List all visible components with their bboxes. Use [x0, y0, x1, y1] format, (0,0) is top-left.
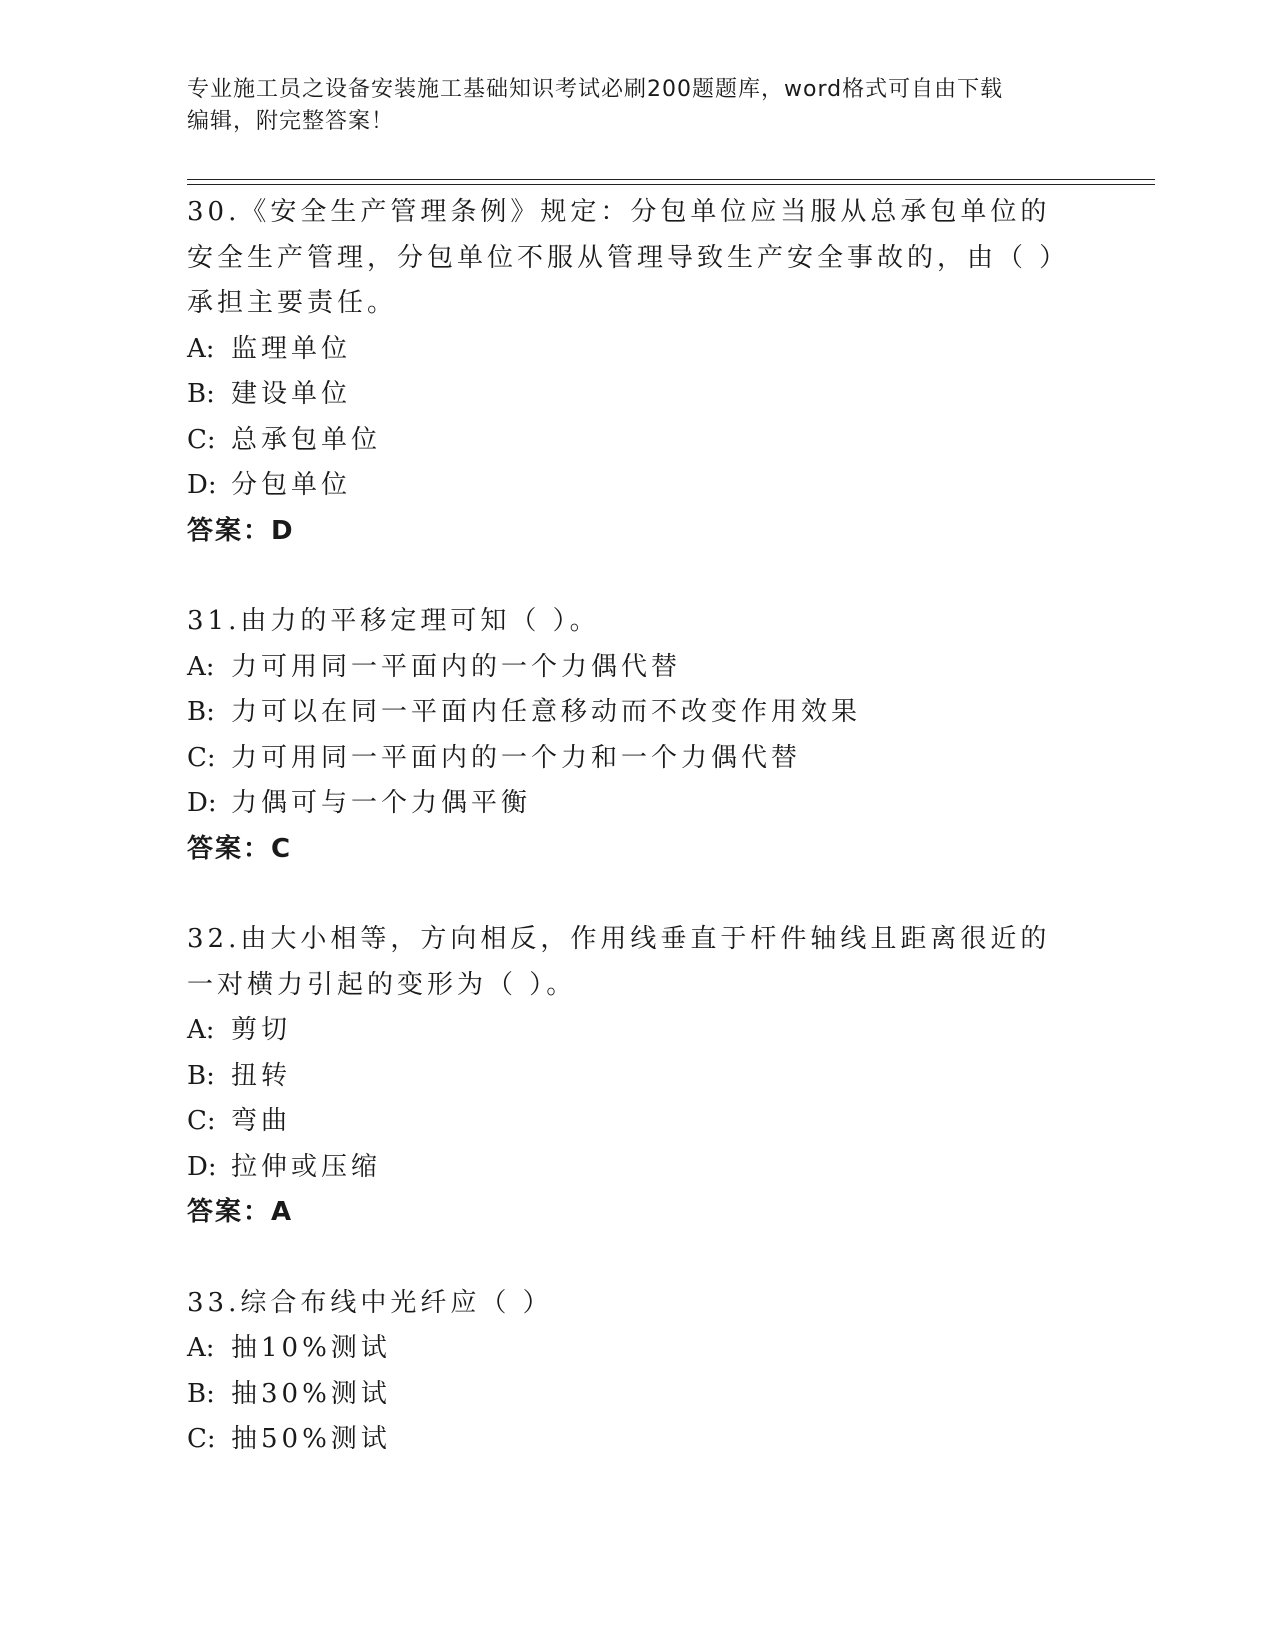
option-text: 剪切 [231, 1015, 292, 1045]
question-stem: 32.由大小相等，方向相反，作用线垂直于杆件轴线且距离很近的一对横力引起的变形为（ ）。 [187, 924, 1051, 1000]
option-b [187, 690, 1087, 736]
option-letter: B: [187, 1378, 215, 1409]
option-letter: A: [187, 333, 215, 364]
option-text: 总承包单位 [231, 424, 382, 455]
option-b [187, 372, 1087, 418]
option-text: 抽10%测试 [231, 1333, 391, 1363]
question-spacer [187, 872, 1087, 917]
option-c [187, 736, 1087, 782]
option-c [187, 418, 1087, 464]
option-text: 拉伸或压缩 [231, 1151, 382, 1182]
option-c [187, 1099, 1087, 1145]
option-b [187, 1054, 1087, 1100]
option-letter: C: [187, 1424, 216, 1454]
option-text: 建设单位 [231, 379, 352, 409]
question-31 [187, 599, 1087, 872]
option-text: 监理单位 [231, 333, 352, 364]
option-text: 抽50%测试 [231, 1424, 391, 1454]
option-c [187, 1417, 1087, 1463]
option-a [187, 327, 1087, 373]
header-line-1: 专业施工员之设备安装施工基础知识考试必刷200题题库，word格式可自由下载 [187, 77, 1004, 102]
option-letter: A: [187, 1333, 215, 1363]
option-text: 扭转 [231, 1060, 292, 1091]
option-letter: A: [187, 1015, 215, 1045]
option-text: 分包单位 [231, 470, 352, 500]
option-a [187, 645, 1087, 691]
option-text: 弯曲 [231, 1106, 292, 1136]
header-line-2: 编辑，附完整答案！ [187, 109, 395, 134]
option-letter: B: [187, 697, 215, 727]
option-b [187, 1372, 1087, 1418]
option-a [187, 1326, 1087, 1372]
option-letter: D: [187, 788, 217, 818]
question-33 [187, 1281, 1087, 1463]
question-stem: 33.综合布线中光纤应（ ） [187, 1287, 553, 1318]
document-header [187, 74, 1067, 138]
answer-line: 答案：D [187, 515, 295, 546]
question-30 [187, 190, 1087, 554]
option-text: 力可用同一平面内的一个力和一个力偶代替 [231, 742, 802, 773]
question-spacer [187, 1236, 1087, 1281]
option-d [187, 1145, 1087, 1191]
question-list [187, 190, 1087, 1463]
option-text: 力可用同一平面内的一个力偶代替 [231, 651, 682, 682]
option-d [187, 781, 1087, 827]
answer-line: 答案：A [187, 1197, 294, 1227]
option-letter: D: [187, 470, 217, 500]
option-text: 抽30%测试 [231, 1378, 391, 1409]
option-d [187, 463, 1087, 509]
option-letter: D: [187, 1151, 217, 1182]
question-spacer [187, 554, 1087, 599]
option-letter: B: [187, 1060, 215, 1091]
question-stem: 31.由力的平移定理可知（ ）。 [187, 606, 600, 636]
option-text: 力偶可与一个力偶平衡 [231, 788, 532, 818]
option-letter: C: [187, 742, 216, 773]
question-stem: 30.《安全生产管理条例》规定：分包单位应当服从总承包单位的安全生产管理，分包单位不服从管理导致生产安全事故的，由（ ）承担主要责任。 [187, 197, 1070, 318]
header-rule-top [187, 179, 1155, 180]
question-32 [187, 917, 1087, 1236]
option-letter: C: [187, 1106, 216, 1136]
option-a [187, 1008, 1087, 1054]
option-letter: C: [187, 424, 216, 455]
option-letter: A: [187, 651, 215, 682]
answer-line: 答案：C [187, 833, 293, 864]
header-rule-bottom [187, 184, 1155, 185]
option-text: 力可以在同一平面内任意移动而不改变作用效果 [231, 697, 862, 727]
option-letter: B: [187, 379, 215, 409]
